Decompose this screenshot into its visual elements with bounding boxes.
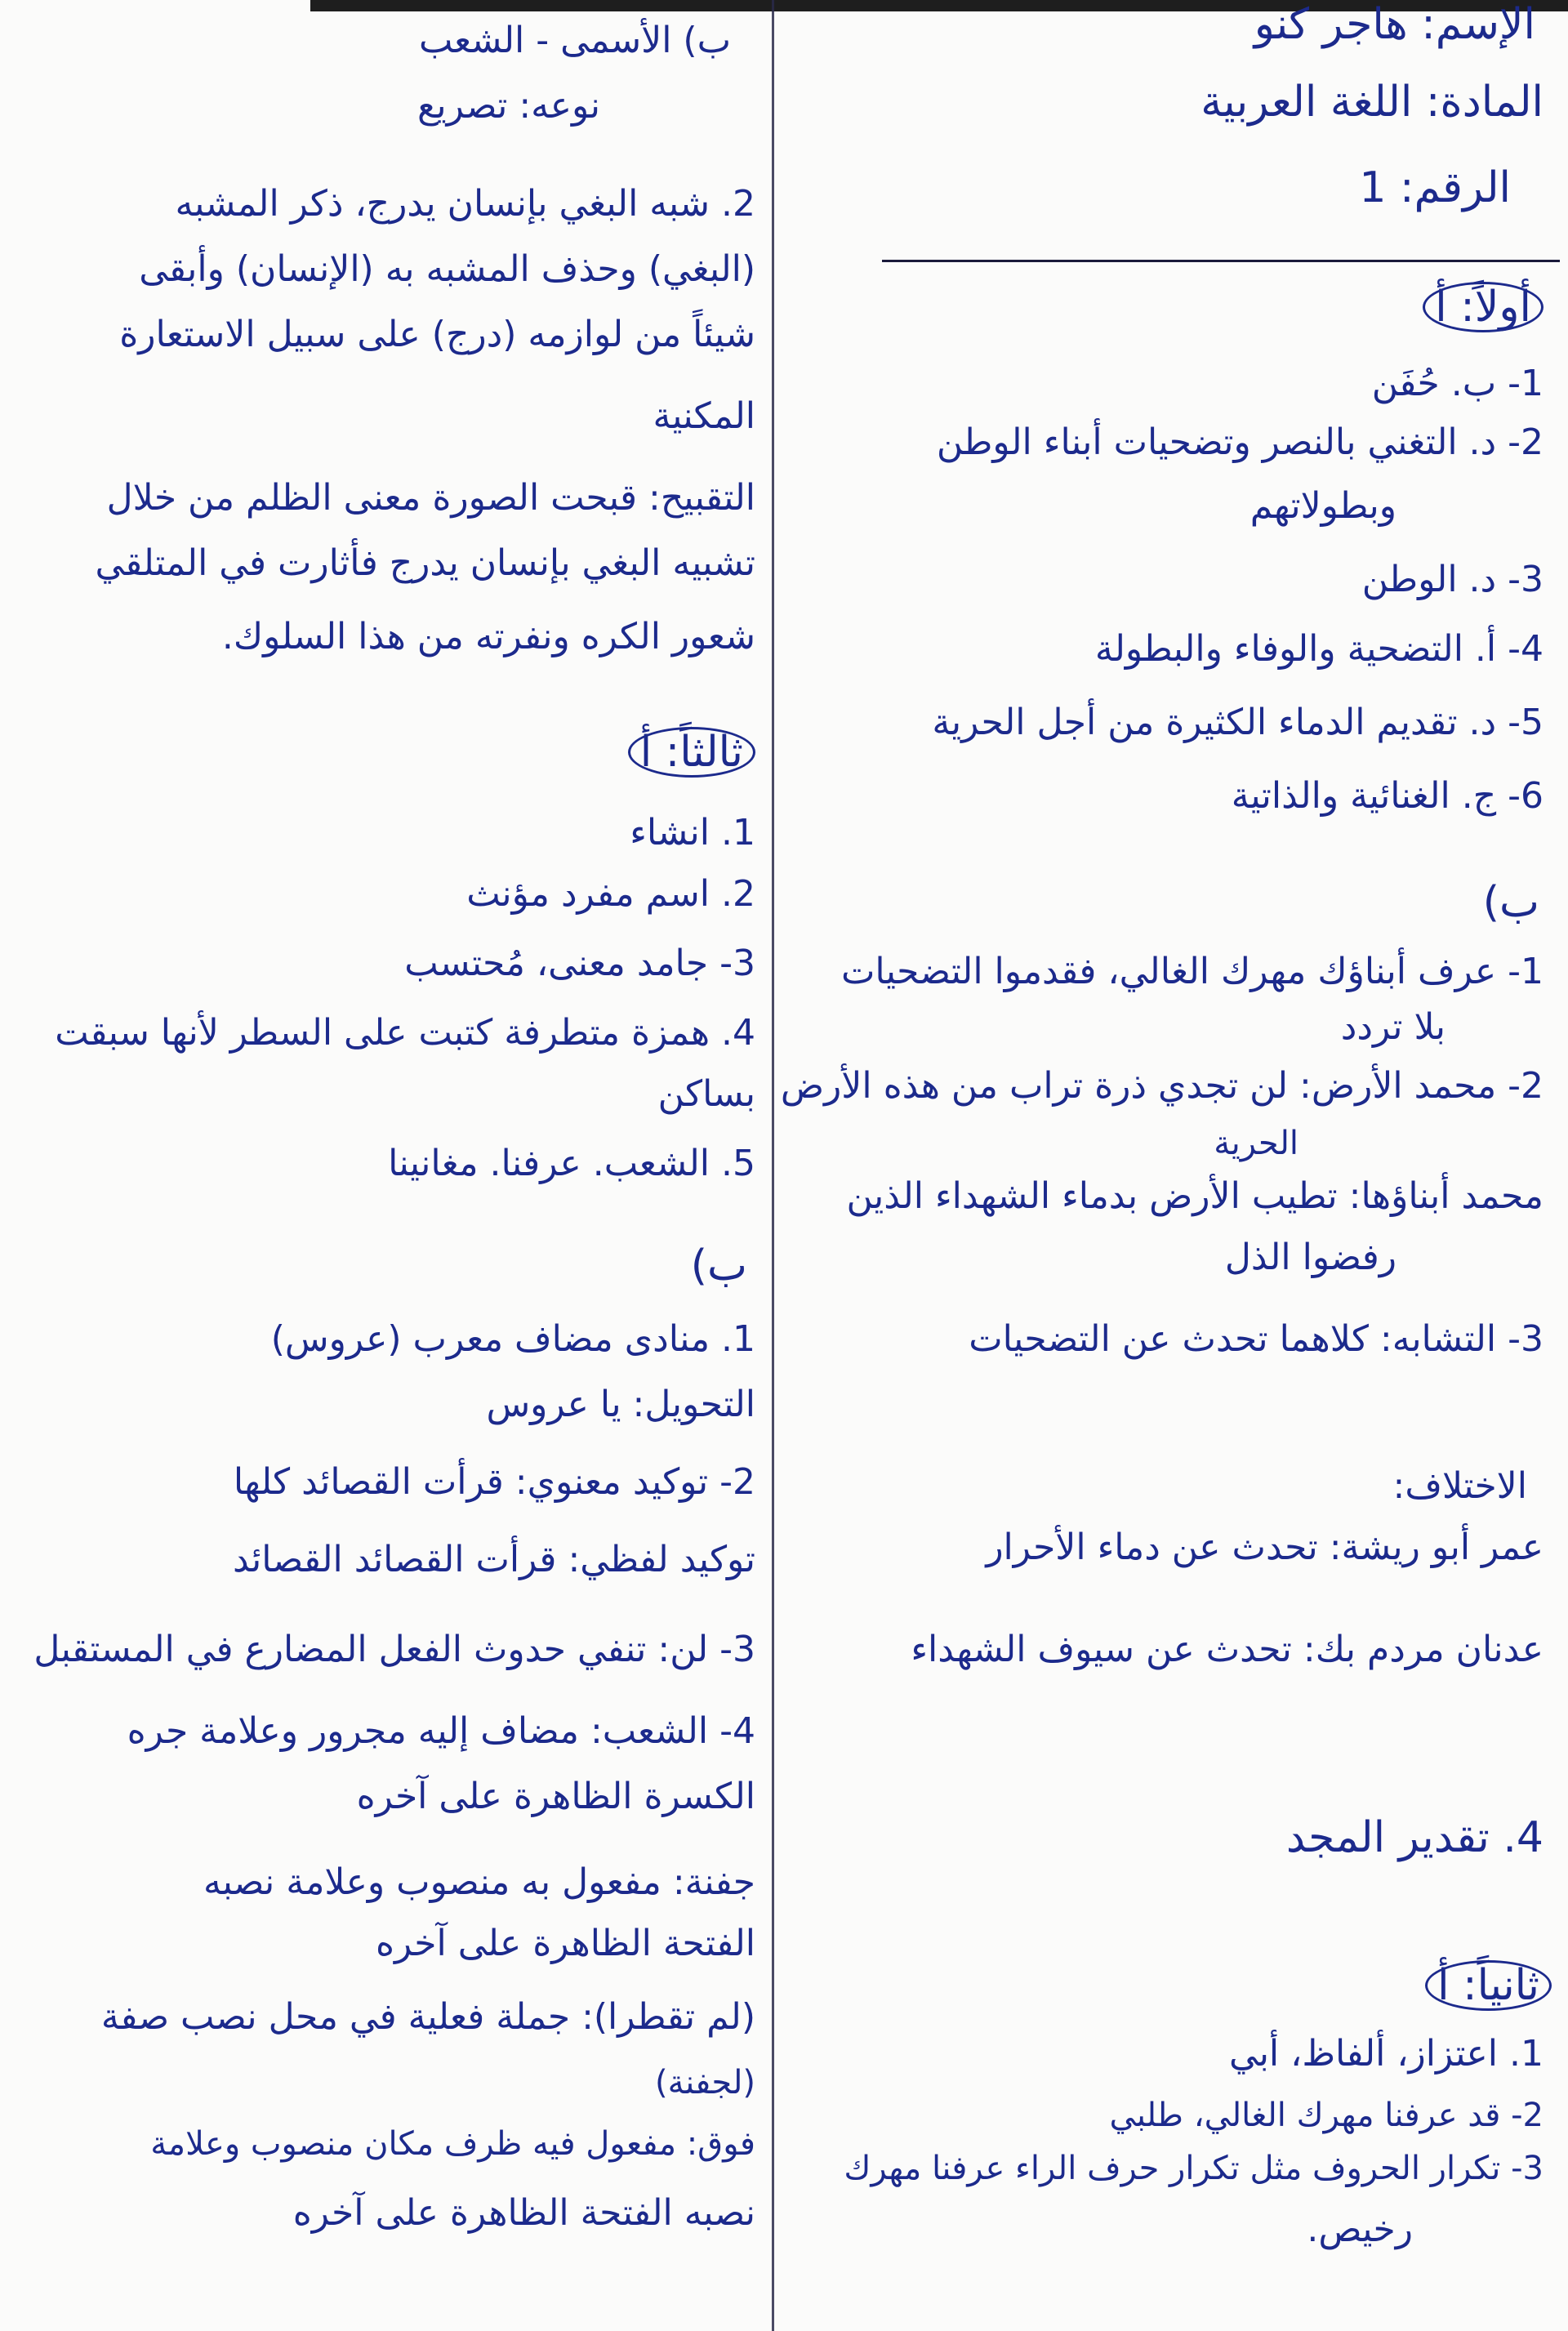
item-4: 4. تقدير المجد (1285, 1813, 1544, 1862)
s1a-item-1: 1- ب. حُفَن (1371, 363, 1544, 404)
s1b-item-2: 2- محمد الأرض: لن تجدي ذرة تراب من هذه الأرض (780, 1065, 1544, 1107)
s1b-item-3: 3- التشابه: كلاهما تحدث عن التضحيات (969, 1318, 1544, 1360)
s3b-item-1-cont: التحويل: يا عروس (486, 1384, 755, 1425)
s3b-item-4-line8: نصبه الفتحة الظاهرة على آخره (292, 2192, 755, 2234)
number-line: الرقم: 1 (1359, 163, 1511, 212)
s3a-item-4: 4. همزة متطرفة كتبت على السطر لأنها سبقت (55, 1012, 755, 1054)
left-item2-line3: شيئاً من لوازمه (درج) على سبيل الاستعارة (119, 314, 755, 355)
s1a-item-5: 5- د. تقديم الدماء الكثيرة من أجل الحرية (932, 702, 1544, 743)
section2-heading: ثانياً: أ (1425, 1960, 1552, 2011)
s1b-item-2-line3: محمد أبناؤها: تطيب الأرض بدماء الشهداء الذين (846, 1175, 1544, 1217)
student-name: الإسم: هاجر كنو (1254, 0, 1535, 49)
s3a-item-5: 5. الشعب. عرفنا. مغانينا (388, 1143, 755, 1184)
s2a-item-1: 1. اعتزاز، ألفاظ، أبي (1229, 2033, 1544, 2075)
s1a-item-2-cont: وبطولاتهم (1250, 485, 1396, 527)
s3b-item-4-line4: الفتحة الظاهرة على آخره (375, 1923, 755, 1964)
s3b-item-3: 3- لن: تنفي حدوث الفعل المضارع في المستقبل (33, 1629, 755, 1670)
s3b-item-4-line3: جفنة: مفعول به منصوب وعلامة نصبه (203, 1861, 755, 1903)
s1a-item-2: 2- د. التغني بالنصر وتضحيات أبناء الوطن (936, 421, 1544, 463)
s3b-item-4-line6: (لجفنة) (655, 2064, 755, 2101)
left-comment-2: تشبيه البغي بإنسان يدرج فأثارت في المتلقي (95, 542, 755, 584)
s1b-item-1-cont: بلا تردد (1340, 1006, 1446, 1048)
s1b-item-1: 1- عرف أبناؤك مهرك الغالي، فقدموا التضحيات (840, 951, 1544, 992)
s3b-item-4-cont: الكسرة الظاهرة على آخره (356, 1776, 755, 1817)
s3b-item-4-line7: فوق: مفعول فيه ظرف مكان منصوب وعلامة (150, 2125, 755, 2163)
s1a-item-4: 4- أ. التضحية والوفاء والبطولة (1094, 628, 1544, 670)
section3-heading: ثالثاً: أ (628, 727, 755, 778)
s2a-item-3-cont: رخيص. (1307, 2208, 1413, 2250)
s3b-item-4-line5: (لم تقطرا): جملة فعلية في محل نصب صفة (100, 1996, 755, 2038)
left-item2-line2: (البغي) وحذف المشبه به (الإنسان) وأبقى (139, 248, 755, 290)
section1-heading: أولاً: أ (1423, 282, 1544, 332)
s2a-item-2: 2- قد عرفنا مهرك الغالي، طلبي (1109, 2097, 1544, 2134)
s3a-item-2: 2. اسم مفرد مؤنث (466, 873, 755, 915)
column-divider (772, 0, 774, 2331)
left-comment-3: شعور الكره ونفرته من هذا السلوك. (221, 616, 755, 657)
s3b-item-2: 2- توكيد معنوي: قرأت القصائد كلها (233, 1461, 755, 1503)
s1b-item-2-line4: رفضوا الذل (1224, 1237, 1396, 1278)
difference-item-2: عدنان مردم بك: تحدث عن سيوف الشهداء (911, 1629, 1544, 1670)
left-comment-1: التقبيح: قبحت الصورة معنى الظلم من خلال (106, 477, 755, 519)
header-underline (882, 260, 1560, 262)
s3a-item-1: 1. انشاء (630, 812, 755, 854)
left-item2-line1: 2. شبه البغي بإنسان يدرج، ذكر المشبه (175, 183, 755, 225)
difference-heading: الاختلاف: (1392, 1465, 1527, 1507)
s1b-item-2-cont: الحرية (1214, 1125, 1298, 1162)
subject-line: المادة: اللغة العربية (1200, 78, 1544, 127)
s3b-item-2-cont: توكيد لفظي: قرأت القصائد القصائد (232, 1539, 755, 1580)
s1a-item-6: 6- ج. الغنائية والذاتية (1231, 775, 1544, 817)
s1b-label: ب) (1482, 878, 1539, 927)
s2a-item-3: 3- تكرار الحروف مثل تكرار حرف الراء عرفنا مهرك (844, 2150, 1544, 2187)
s3b-item-4: 4- الشعب: مضاف إليه مجرور وعلامة جره (127, 1710, 755, 1752)
left-item2-line4: المكنية (653, 395, 755, 437)
difference-item-1: عمر أبو ريشة: تحدث عن دماء الأحرار (986, 1527, 1544, 1568)
s3a-item-4-cont: بساكن (657, 1073, 755, 1115)
s3b-item-1: 1. منادى مضاف معرب (عروس) (270, 1318, 755, 1360)
s1a-item-3: 3- د. الوطن (1361, 559, 1544, 600)
s3b-label: ب) (690, 1241, 747, 1290)
left-top-2: نوعه: تصريع (417, 85, 600, 127)
s3a-item-3: 3- جامد معنى، مُحتسب (404, 943, 755, 984)
left-top-1: ب) الأسمى - الشعب (418, 20, 731, 61)
